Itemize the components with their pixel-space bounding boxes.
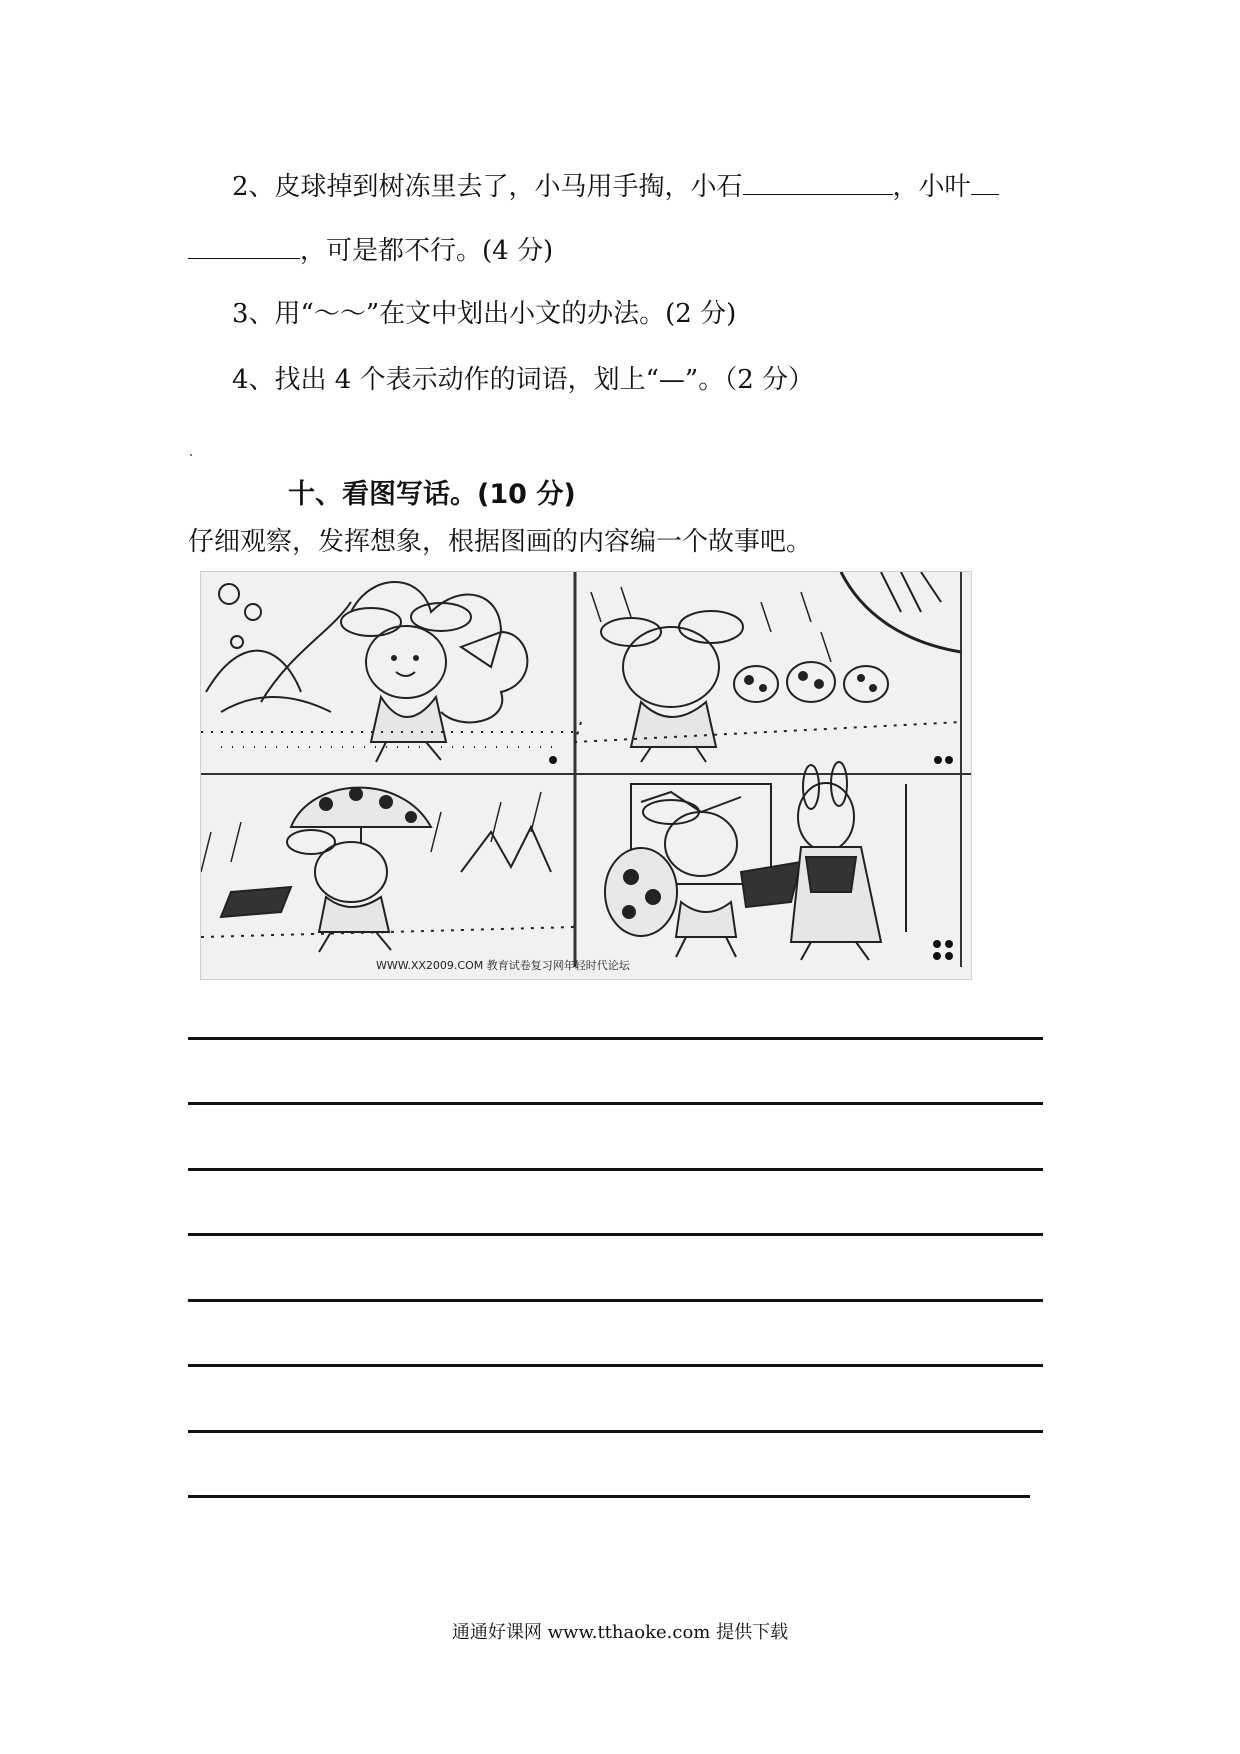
page-footer: 通通好课网 www.tthaoke.com 提供下载 — [451, 1622, 789, 1643]
section-title: 十、看图写话。(10 分) — [288, 479, 576, 510]
writing-line-5[interactable] — [188, 1299, 1043, 1302]
writing-line-8[interactable] — [188, 1495, 1030, 1498]
question-2-text-b: ，小叶 — [892, 172, 971, 202]
writing-line-7[interactable] — [188, 1430, 1043, 1433]
writing-line-4[interactable] — [188, 1233, 1043, 1236]
question-2-line-2 — [188, 232, 553, 269]
picture-watermark: WWW.XX2009.COM 教育试卷复习网年轻时代论坛 — [376, 959, 630, 972]
question-2-line-1 — [232, 168, 999, 205]
question-2-text-a: 2、皮球掉到树冻里去了，小马用手掏，小石 — [232, 172, 743, 202]
comic-drawing — [201, 572, 971, 979]
writing-line-1[interactable] — [188, 1037, 1043, 1040]
answer-blank-1[interactable] — [743, 168, 893, 195]
section-instruction: 仔细观察，发挥想象，根据图画的内容编一个故事吧。 — [188, 527, 813, 557]
writing-line-3[interactable] — [188, 1168, 1043, 1171]
question-4: 4、找出 4 个表示动作的词语，划上“—”。（2 分） — [232, 365, 815, 395]
question-3: 3、用“～～”在文中划出小文的办法。(2 分) — [232, 299, 737, 329]
answer-blank-2a[interactable] — [971, 168, 999, 195]
comic-picture — [200, 571, 972, 980]
answer-blank-2b[interactable] — [188, 232, 300, 259]
stray-dot — [190, 454, 192, 456]
question-2-text-c: ，可是都不行。(4 分) — [300, 236, 554, 266]
writing-line-2[interactable] — [188, 1102, 1043, 1105]
writing-line-6[interactable] — [188, 1364, 1043, 1367]
